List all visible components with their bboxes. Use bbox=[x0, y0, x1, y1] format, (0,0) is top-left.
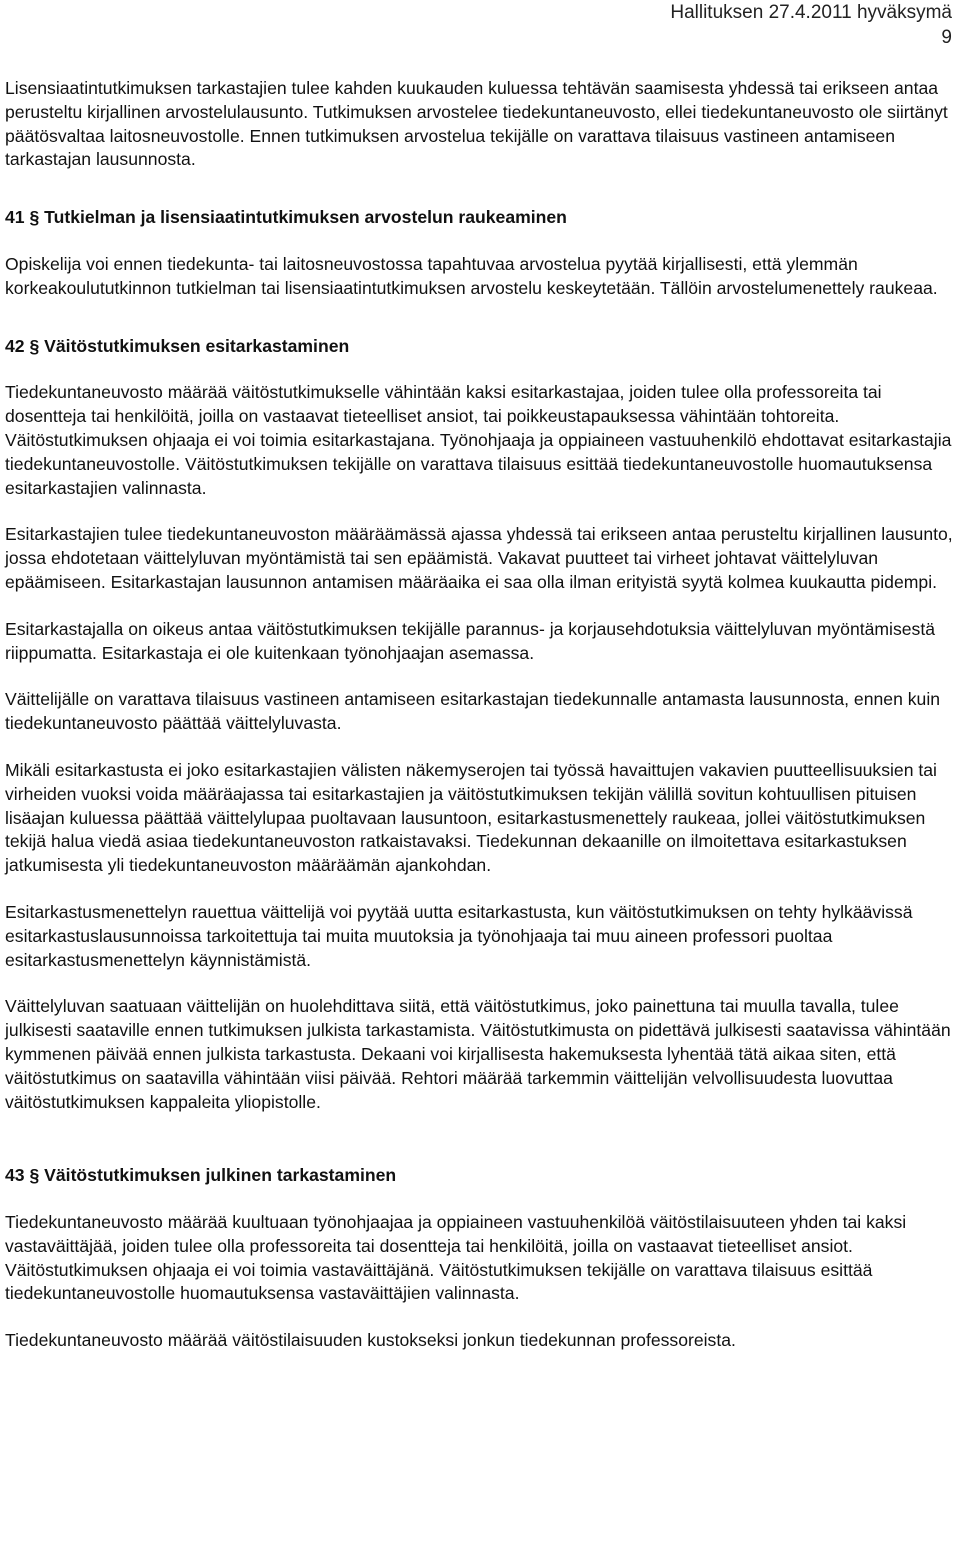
section-heading bbox=[5, 206, 953, 230]
section-43 bbox=[5, 1164, 953, 1353]
section-41 bbox=[5, 206, 953, 300]
section-number: 43 bbox=[5, 1165, 25, 1186]
section-paragraph: Väittelyluvan saatuaan väittelijän on huolehdittava siitä, että väitöstutkimus, joko painettuna tai muulla tavalla, tulee julkisesti saataville ennen tutkimuksen julkista tarkastamista. Väitöstutkimusta on pidettävä julkisesti saatavissa vähintään kymmenen päivää ennen julkista tarkastusta. Dekaani voi kirjallisesta hakemuksesta lyhentää tätä aikaa siten, että väitöstutkimus on saatavilla vähintään viisi päivää. Rehtori määrää tarkemmin väittelijän velvollisuudesta luovuttaa väitöstutkimuksen kappaleita yliopistolle. bbox=[5, 996, 951, 1112]
section-sign: § bbox=[29, 335, 40, 356]
document-body bbox=[5, 77, 953, 1353]
section-paragraph: Esitarkastusmenettelyn rauettua väittelijä voi pyytää uutta esitarkastusta, kun väitöstutkimuksen on tehty hylkäävissä esitarkastuslausunnoissa tarkoitettuja tai muita muutoksia ja työnohjaaja tai muu aineen professori puoltaa esitarkastusmenettelyn käynnistämistä. bbox=[5, 901, 913, 970]
section-title: Väitöstutkimuksen julkinen tarkastaminen bbox=[44, 1165, 397, 1186]
section-title: Väitöstutkimuksen esitarkastaminen bbox=[44, 335, 350, 356]
section-sign: § bbox=[29, 207, 40, 228]
section-paragraph: Opiskelija voi ennen tiedekunta- tai laitosneuvostossa tapahtuvaa arvostelua pyytää kirjallisesti, että ylemmän korkeakoulututkinnon tutkielman tai lisensiaatintutkimuksen arvostelu keskeytetään. Tällöin arvostelumenettely raukeaa. bbox=[5, 253, 938, 298]
section-paragraph: Tiedekuntaneuvosto määrää kuultuaan työnohjaajaa ja oppiaineen vastuuhenkilöä väitöstilaisuuteen yhden tai kaksi vastaväittäjää, joiden tulee olla professoreita tai dosentteja tai henkilöitä, joilla on vastaavat tieteelliset ansiot. Väitöstutkimuksen ohjaaja ei voi toimia vastaväittäjänä. Väitöstutkimuksen tekijälle on varattava tilaisuus esittää tiedekuntaneuvostolle huomautuksensa vastaväittäjien valinnasta. bbox=[5, 1212, 907, 1304]
section-paragraph: Väittelijälle on varattava tilaisuus vastineen antamiseen esitarkastajan tiedekunnalle antamasta lausunnosta, ennen kuin tiedekuntaneuvosto päättää väittelyluvasta. bbox=[5, 689, 941, 734]
section-number: 42 bbox=[5, 335, 25, 356]
section-sign: § bbox=[29, 1165, 40, 1186]
intro-paragraph: Lisensiaatintutkimuksen tarkastajien tulee kahden kuukauden kuluessa tehtävän saamisesta yhdessä tai erikseen antaa perusteltu kirjallinen arvostelulausunto. Tutkimuksen arvostelee tiedekuntaneuvosto, ellei tiedekuntaneuvosto ole siirtänyt päätösvaltaa laitosneuvostolle. Ennen tutkimuksen arvostelua tekijälle on varattava tilaisuus vastineen antamiseen tarkastajan lausunnosta. bbox=[5, 78, 948, 170]
section-paragraph: Esitarkastajalla on oikeus antaa väitöstutkimuksen tekijälle parannus- ja korjausehdotuksia väittelyluvan myöntämisestä riippumatta. Esitarkastaja ei ole kuitenkaan työnohjaajan asemassa. bbox=[5, 618, 936, 663]
section-heading bbox=[5, 335, 953, 359]
section-42 bbox=[5, 335, 953, 1115]
section-paragraph: Esitarkastajien tulee tiedekuntaneuvoston määräämässä ajassa yhdessä tai erikseen antaa perusteltu kirjallinen lausunto, jossa ehdotetaan väittelyluvan myöntämistä tai sen epäämistä. Vakavat puutteet tai virheet johtavat väittelyluvan epäämiseen. Esitarkastajan lausunnon antamisen määräaika ei saa olla ilman erityistä syytä kolmea kuukautta pidempi. bbox=[5, 524, 953, 592]
section-paragraph: Tiedekuntaneuvosto määrää väitöstilaisuuden kustokseksi jonkun tiedekunnan professoreista. bbox=[5, 1330, 736, 1351]
section-paragraph: Mikäli esitarkastusta ei joko esitarkastajien välisten näkemyserojen tai työssä havaittujen vakavien puutteellisuuksien tai virheiden vuoksi voida määräajassa tai esitarkastajien ja väitöstutkimuksen tekijän välillä sovitun kohtuullisen pituisen lisäajan kuluessa päättää väittelylupaa puoltavaan lausuntoon, esitarkastusmenettely raukeaa, jollei väitöstutkimuksen tekijä halua viedä asiaa tiedekuntaneuvoston ratkaistavaksi. Tiedekunnan dekaanille on ilmoitettava esitarkastuksen jatkumisesta yli tiedekuntaneuvoston määräämän ajankohdan. bbox=[5, 759, 937, 876]
section-heading bbox=[5, 1164, 953, 1188]
document-status: Hallituksen 27.4.2011 hyväksymä bbox=[670, 2, 952, 23]
page-header bbox=[670, 0, 952, 50]
page-number: 9 bbox=[941, 27, 952, 48]
section-title: Tutkielman ja lisensiaatintutkimuksen arvostelun raukeaminen bbox=[44, 207, 567, 228]
section-number: 41 bbox=[5, 207, 25, 228]
section-paragraph: Tiedekuntaneuvosto määrää väitöstutkimukselle vähintään kaksi esitarkastajaa, joiden tulee olla professoreita tai dosentteja tai henkilöitä, joilla on vastaavat tieteelliset ansiot, tai poikkeustapauksessa vähintään tohtoreita. Väitöstutkimuksen ohjaaja ei voi toimia esitarkastajana. Työnohjaaja ja oppiaineen vastuuhenkilö ehdottavat esitarkastajia tiedekuntaneuvostolle. Väitöstutkimuksen tekijälle on varattava tilaisuus esittää tiedekuntaneuvostolle huomautuksensa esitarkastajien valinnasta. bbox=[5, 382, 952, 498]
